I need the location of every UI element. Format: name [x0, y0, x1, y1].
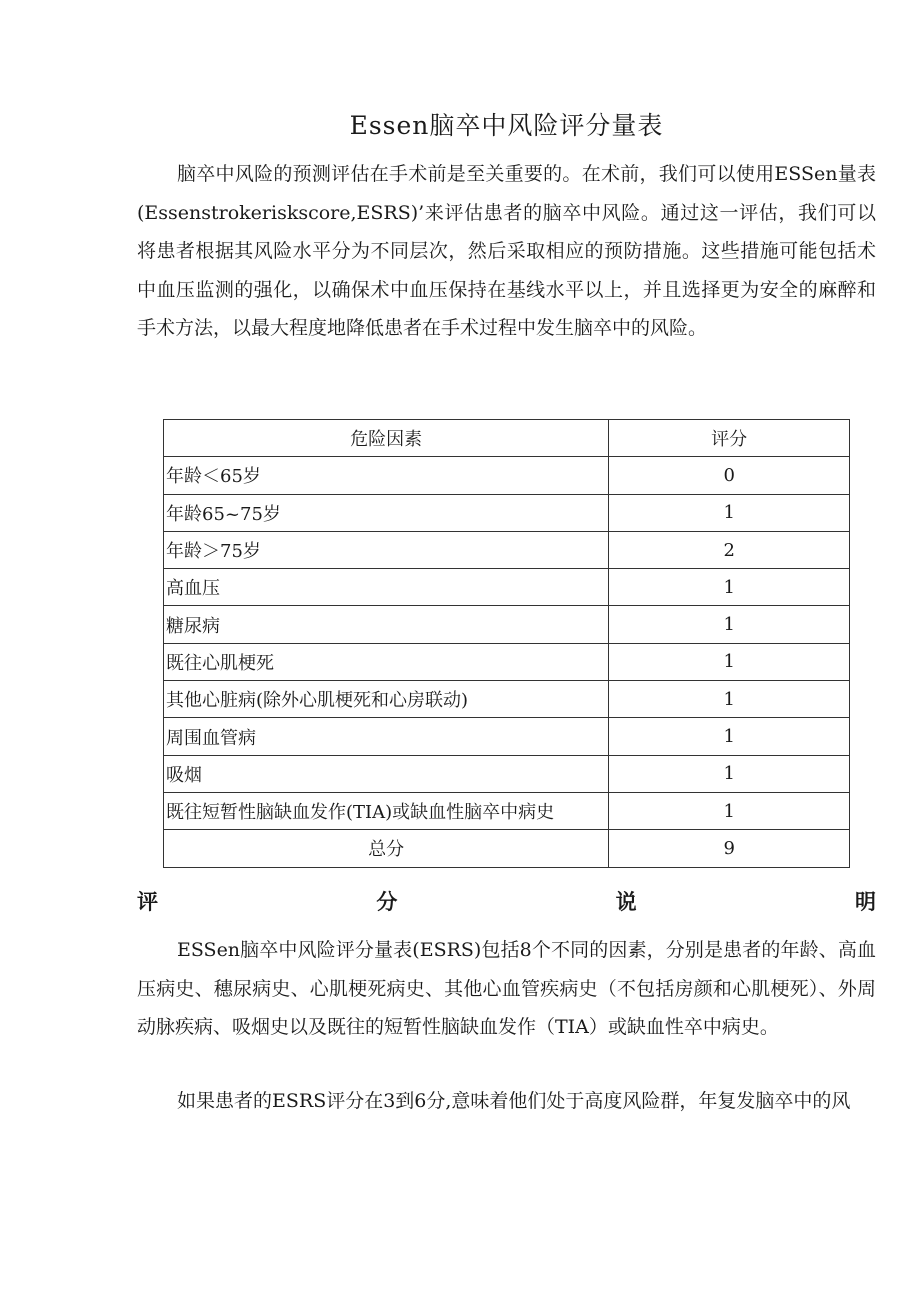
table-row: [164, 755, 850, 792]
risk-factor-cell: 年龄＜65岁: [164, 457, 609, 494]
table-row: [164, 606, 850, 643]
risk-interpretation-paragraph: 如果患者的ESRS评分在3到6分,意味着他们处于高度风险群，年复发脑卒中的风: [177, 1090, 851, 1112]
table-total-row: [164, 830, 850, 867]
table-row: [164, 494, 850, 531]
table-row: [164, 569, 850, 606]
total-label: 总分: [164, 830, 609, 867]
score-cell: 2: [609, 531, 850, 568]
score-cell: 0: [609, 457, 850, 494]
total-score: 9: [609, 830, 850, 867]
table-row: [164, 643, 850, 680]
risk-factor-cell: 糖尿病: [164, 606, 609, 643]
table-row: [164, 792, 850, 829]
score-cell: 1: [609, 718, 850, 755]
header-factor: 危险因素: [164, 420, 609, 457]
score-cell: 1: [609, 681, 850, 718]
score-cell: 1: [609, 606, 850, 643]
table-header-row: [164, 420, 850, 457]
risk-factor-cell: 吸烟: [164, 755, 609, 792]
score-cell: 1: [609, 569, 850, 606]
risk-factor-cell: 年龄＞75岁: [164, 531, 609, 568]
score-cell: 1: [609, 494, 850, 531]
table-row: [164, 681, 850, 718]
risk-score-table: [163, 419, 850, 868]
heading-char: 分: [376, 890, 398, 914]
risk-factor-cell: 高血压: [164, 569, 609, 606]
table-row: [164, 457, 850, 494]
intro-paragraph: 脑卒中风险的预测评估在手术前是至关重要的。在术前，我们可以使用ESSen量表(Essenstrokeriskscore,ESRS)’来评估患者的脑卒中风险。通过这一评估，我们可以将患者根据其风险水平分为不同层次，然后采取相应的预防措施。这些措施可能包括术中血压监测的强化，以确保术中血压保持在基线水平以上，并且选择更为安全的麻醉和手术方法，以最大程度地降低患者在手术过程中发生脑卒中的风险。: [137, 163, 876, 339]
table-row: [164, 531, 850, 568]
score-cell: 1: [609, 755, 850, 792]
risk-factor-cell: 周围血管病: [164, 718, 609, 755]
risk-factor-cell: 其他心脏病(除外心肌梗死和心房联动): [164, 681, 609, 718]
risk-factor-cell: 年龄65~75岁: [164, 494, 609, 531]
table-row: [164, 718, 850, 755]
score-cell: 1: [609, 643, 850, 680]
section-heading-score-explanation: [137, 884, 876, 920]
document-title: Essen脑卒中风险评分量表: [349, 111, 664, 140]
heading-char: 明: [854, 890, 876, 914]
header-score: 评分: [609, 420, 850, 457]
risk-factor-cell: 既往短暂性脑缺血发作(TIA)或缺血性脑卒中病史: [164, 792, 609, 829]
score-cell: 1: [609, 792, 850, 829]
heading-char: 评: [137, 890, 158, 914]
heading-char: 说: [615, 890, 637, 914]
risk-factor-cell: 既往心肌梗死: [164, 643, 609, 680]
explanation-paragraph: ESSen脑卒中风险评分量表(ESRS)包括8个不同的因素，分别是患者的年龄、高血压病史、穗尿病史、心肌梗死病史、其他心血管疾病史（不包括房颜和心肌梗死）、外周动脉疾病、吸烟史以及既往的短暂性脑缺血发作（TIA）或缺血性卒中病史。: [137, 939, 876, 1038]
